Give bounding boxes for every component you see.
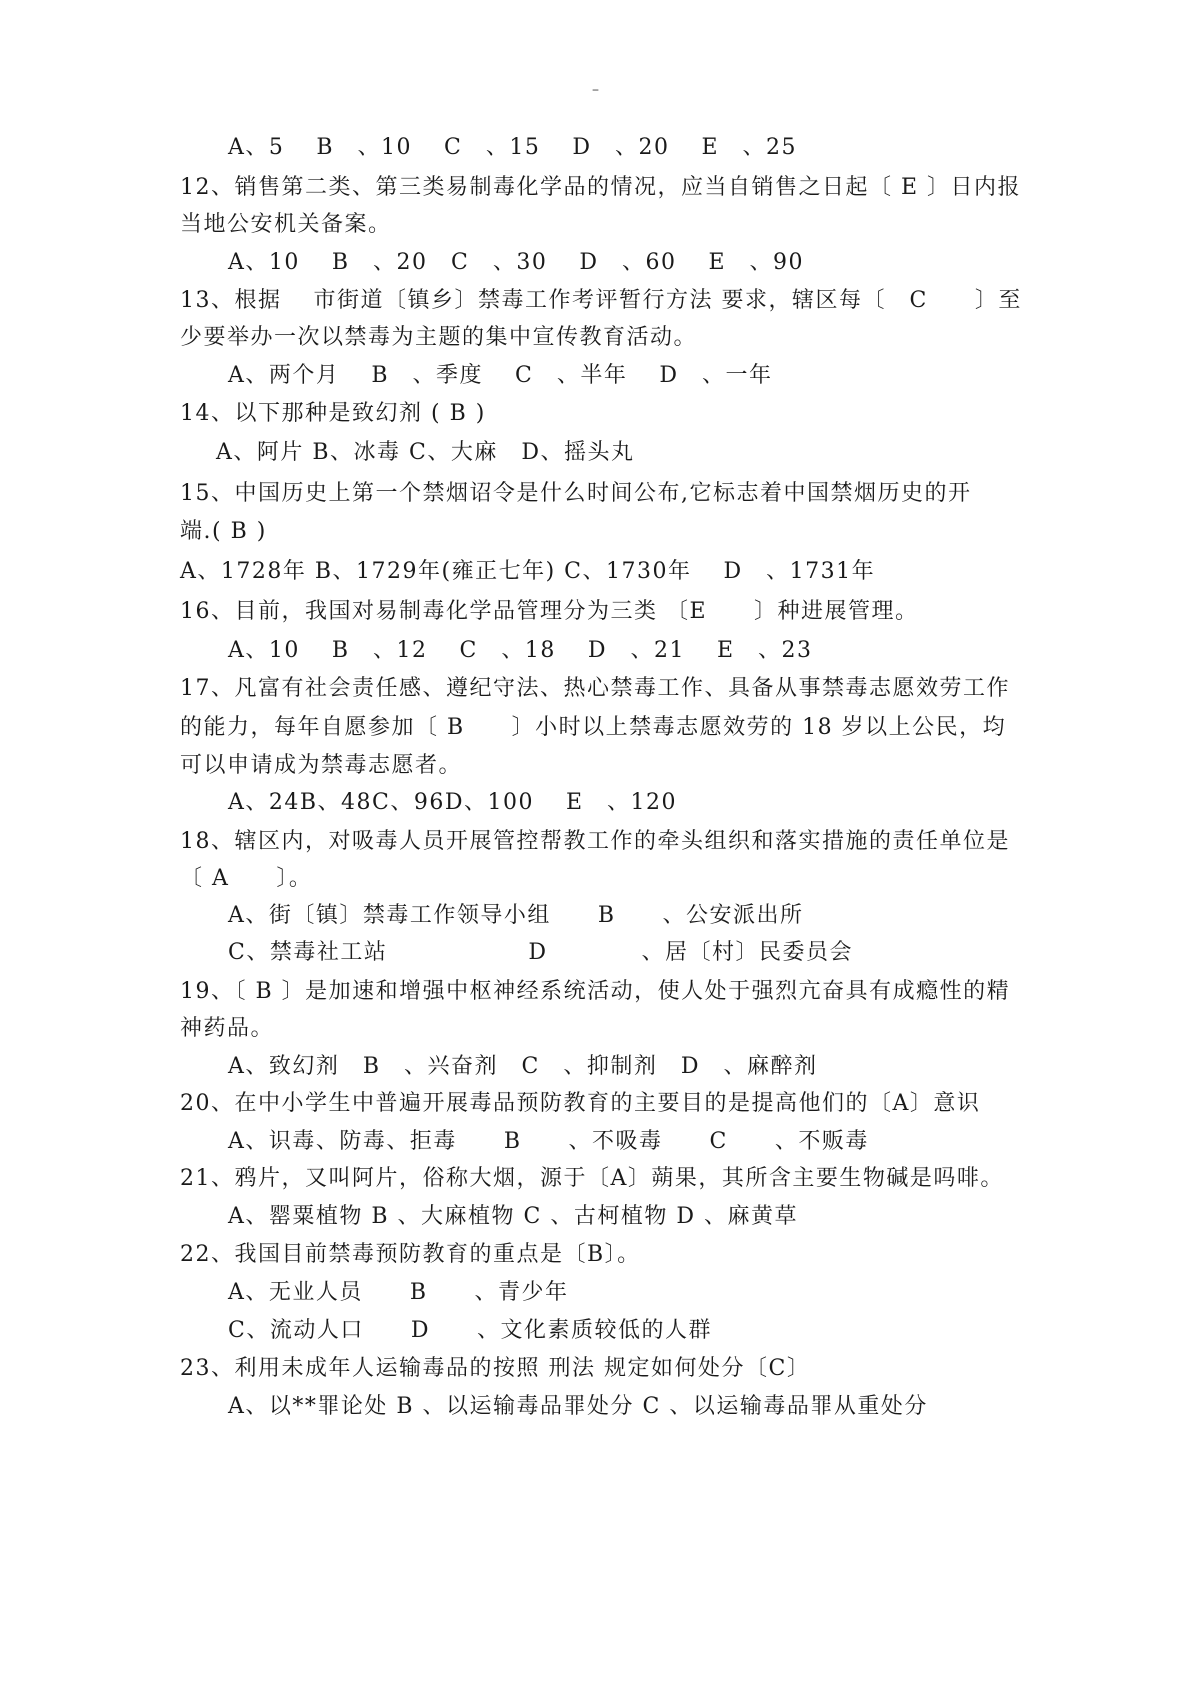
question-line: 16、目前，我国对易制毒化学品管理分为三类 〔E 〕种进展管理。 bbox=[180, 599, 919, 624]
option-line: C、流动人口 D 、文化素质较低的人群 bbox=[228, 1318, 712, 1343]
option-line: A、10 B 、20 C 、30 D 、60 E 、90 bbox=[228, 250, 805, 275]
question-line: 可以申请成为禁毒志愿者。 bbox=[180, 753, 463, 778]
question-line: 21、鸦片，又叫阿片，俗称大烟，源于〔A〕蒴果，其所含主要生物碱是吗啡。 bbox=[180, 1166, 1004, 1191]
option-line: A、两个月 B 、季度 C 、半年 D 、一年 bbox=[228, 363, 773, 388]
option-line: A、5 B 、10 C 、15 D 、20 E 、25 bbox=[228, 135, 798, 160]
page-header-mark: – bbox=[592, 82, 599, 98]
option-line: A、街〔镇〕禁毒工作领导小组 B 、公安派出所 bbox=[228, 903, 804, 928]
question-line: 22、我国目前禁毒预防教育的重点是〔B〕。 bbox=[180, 1242, 641, 1267]
option-line: A、阿片 B、冰毒 C、大麻 D、摇头丸 bbox=[216, 440, 635, 465]
question-line: 23、利用未成年人运输毒品的按照 刑法 规定如何处分〔C〕 bbox=[180, 1356, 811, 1381]
option-line: A、致幻剂 B 、兴奋剂 C 、抑制剂 D 、麻醉剂 bbox=[228, 1054, 818, 1079]
question-line: 17、凡富有社会责任感、遵纪守法、热心禁毒工作、具备从事禁毒志愿效劳工作 bbox=[180, 676, 1010, 701]
question-line: 的能力，每年自愿参加〔 B 〕小时以上禁毒志愿效劳的 18 岁以上公民，均 bbox=[180, 715, 1007, 740]
question-line: 12、销售第二类、第三类易制毒化学品的情况，应当自销售之日起〔 E 〕日内报 bbox=[180, 175, 1022, 200]
option-line: A、1728年 B、1729年(雍正七年) C、1730年 D 、1731年 bbox=[180, 559, 876, 584]
option-line: A、10 B 、12 C 、18 D 、21 E 、23 bbox=[228, 638, 813, 663]
question-line: 18、辖区内，对吸毒人员开展管控帮教工作的牵头组织和落实措施的责任单位是 bbox=[180, 829, 1010, 854]
question-line: 14、以下那种是致幻剂 ( B ) bbox=[180, 401, 486, 426]
question-line: 20、在中小学生中普遍开展毒品预防教育的主要目的是提高他们的〔A〕意识 bbox=[180, 1091, 981, 1116]
question-line: 〔 A 〕。 bbox=[180, 866, 313, 891]
option-line: A、罂粟植物 B 、大麻植物 C 、古柯植物 D 、麻黄草 bbox=[228, 1204, 798, 1229]
question-line: 13、根据 市街道〔镇乡〕禁毒工作考评暂行方法 要求，辖区每〔 C 〕至 bbox=[180, 288, 1022, 313]
option-line: A、识毒、防毒、拒毒 B 、不吸毒 C 、不贩毒 bbox=[228, 1129, 869, 1154]
question-line: 端.( B ) bbox=[180, 519, 267, 544]
option-line: A、24B、48C、96D、100 E 、120 bbox=[228, 790, 678, 815]
question-line: 少要举办一次以禁毒为主题的集中宣传教育活动。 bbox=[180, 325, 698, 350]
question-line: 19、〔 B 〕是加速和增强中枢神经系统活动，使人处于强烈亢奋具有成瘾性的精 bbox=[180, 979, 1011, 1004]
option-line: A、以**罪论处 B 、以运输毒品罪处分 C 、以运输毒品罪从重处分 bbox=[228, 1394, 928, 1419]
question-line: 15、中国历史上第一个禁烟诏令是什么时间公布,它标志着中国禁烟历史的开 bbox=[180, 481, 972, 506]
question-line: 当地公安机关备案。 bbox=[180, 212, 392, 237]
option-line: C、禁毒社工站 D 、居〔村〕民委员会 bbox=[228, 940, 853, 965]
option-line: A、无业人员 B 、青少年 bbox=[228, 1280, 569, 1305]
question-line: 神药品。 bbox=[180, 1016, 275, 1041]
